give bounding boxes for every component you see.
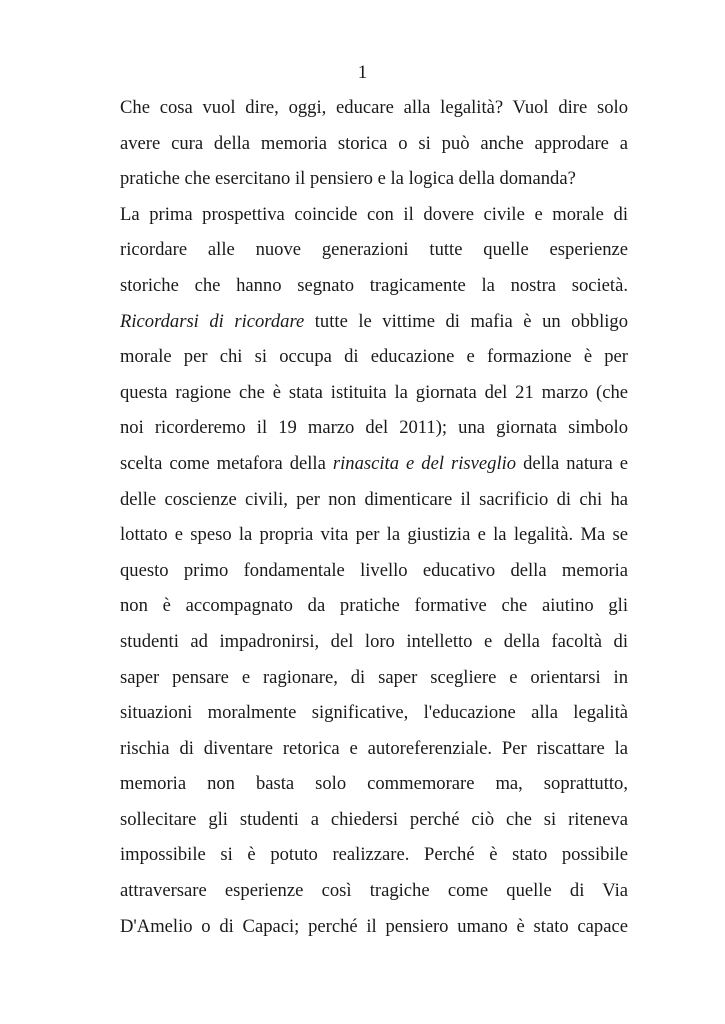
text-segment: attraversare esperienze così tragiche come quelle di Via bbox=[120, 880, 628, 902]
text-segment: della natura e bbox=[516, 452, 628, 474]
text-line bbox=[120, 197, 628, 233]
text-segment: saper pensare e ragionare, di saper scegliere e orientarsi in bbox=[120, 666, 628, 688]
text-segment: impossibile si è potuto realizzare. Perché è stato possibile bbox=[120, 844, 628, 866]
text-segment: lottato e speso la propria vita per la giustizia e la legalità. Ma se bbox=[120, 524, 628, 546]
text-line bbox=[120, 695, 628, 731]
text-segment: questa ragione che è stata istituita la giornata del 21 marzo (che bbox=[120, 381, 628, 403]
text-segment: pratiche che esercitano il pensiero e la logica della domanda? bbox=[120, 168, 576, 190]
text-line bbox=[120, 588, 628, 624]
text-line bbox=[120, 517, 628, 553]
text-segment: scelta come metafora della bbox=[120, 452, 333, 474]
text-line bbox=[120, 482, 628, 518]
text-line bbox=[120, 446, 628, 482]
text-segment: questo primo fondamentale livello educativo della memoria bbox=[120, 559, 628, 581]
text-line bbox=[120, 339, 628, 375]
body-text bbox=[120, 90, 628, 944]
text-line bbox=[120, 873, 628, 909]
text-segment: delle coscienze civili, per non dimenticare il sacrificio di chi ha bbox=[120, 488, 628, 510]
text-segment: noi ricorderemo il 19 marzo del 2011); una giornata simbolo bbox=[120, 417, 628, 439]
text-segment: storiche che hanno segnato tragicamente la nostra società. bbox=[120, 274, 628, 296]
text-segment: sollecitare gli studenti a chiedersi perché ciò che si riteneva bbox=[120, 808, 628, 830]
italic-text: Ricordarsi di ricordare bbox=[120, 310, 305, 332]
text-segment: studenti ad impadronirsi, del loro intelletto e della facoltà di bbox=[120, 630, 628, 652]
text-segment: non è accompagnato da pratiche formative che aiutino gli bbox=[120, 595, 628, 617]
text-line bbox=[120, 909, 628, 945]
text-line bbox=[120, 731, 628, 767]
text-line bbox=[120, 410, 628, 446]
text-line bbox=[120, 161, 628, 197]
text-line bbox=[120, 375, 628, 411]
text-line bbox=[120, 126, 628, 162]
text-line bbox=[120, 90, 628, 126]
text-line bbox=[120, 232, 628, 268]
text-line bbox=[120, 837, 628, 873]
text-line bbox=[120, 802, 628, 838]
text-segment: rischia di diventare retorica e autoreferenziale. Per riscattare la bbox=[120, 737, 628, 759]
text-segment: Che cosa vuol dire, oggi, educare alla legalità? Vuol dire solo bbox=[120, 97, 628, 118]
text-segment: avere cura della memoria storica o si può anche approdare a bbox=[120, 132, 628, 154]
page-number: 1 bbox=[357, 62, 368, 83]
text-segment: tutte le vittime di mafia è un obbligo bbox=[304, 310, 628, 332]
text-line bbox=[120, 624, 628, 660]
text-line bbox=[120, 553, 628, 589]
text-line bbox=[120, 268, 628, 304]
text-line bbox=[120, 766, 628, 802]
text-line bbox=[120, 660, 628, 696]
italic-text: rinascita e del risveglio bbox=[332, 452, 517, 474]
text-segment: D'Amelio o di Capaci; perché il pensiero umano è stato capace bbox=[120, 915, 628, 937]
text-segment: La prima prospettiva coincide con il dovere civile e morale di bbox=[120, 203, 628, 225]
text-segment: morale per chi si occupa di educazione e formazione è per bbox=[120, 346, 628, 368]
text-segment: situazioni moralmente significative, l'educazione alla legalità bbox=[120, 702, 628, 724]
text-segment: memoria non basta solo commemorare ma, soprattutto, bbox=[120, 773, 628, 795]
text-segment: ricordare alle nuove generazioni tutte quelle esperienze bbox=[120, 239, 628, 261]
text-line bbox=[120, 304, 628, 340]
